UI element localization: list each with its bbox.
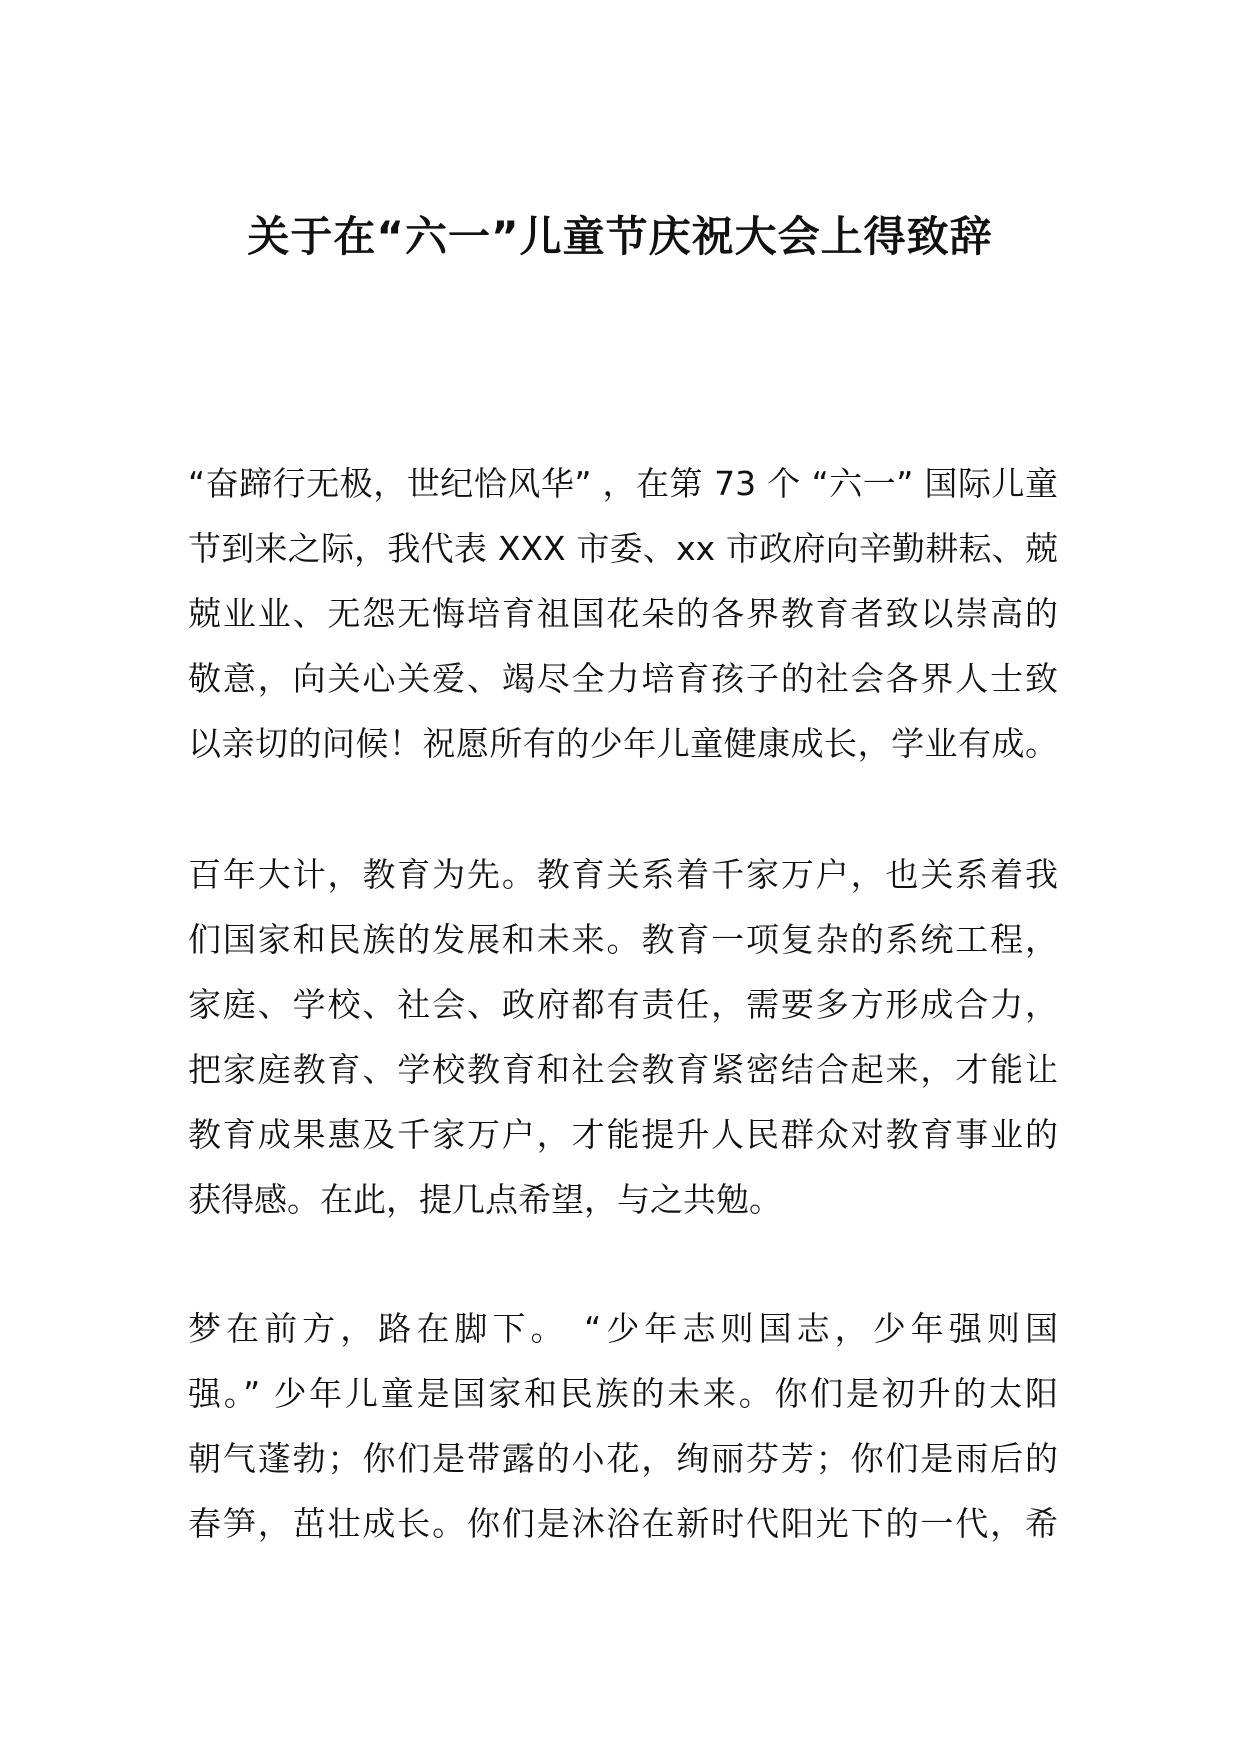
paragraph-line: 春笋，茁壮成长。你们是沐浴在新时代阳光下的一代，希 bbox=[188, 1504, 1058, 1543]
paragraph-line: 以亲切的问候！祝愿所有的少年儿童健康成长，学业有成。 bbox=[188, 724, 1058, 763]
paragraph-line: 教育成果惠及千家万户，才能提升人民群众对教育事业的 bbox=[188, 1115, 1058, 1154]
paragraph-line: 朝气蓬勃；你们是带露的小花，绚丽芬芳；你们是雨后的 bbox=[188, 1439, 1058, 1478]
paragraph-3 bbox=[188, 1296, 1058, 1556]
paragraph-1 bbox=[188, 451, 1058, 776]
paragraph-line: 获得感。在此，提几点希望，与之共勉。 bbox=[188, 1180, 782, 1219]
paragraph-line: 把家庭教育、学校教育和社会教育紧密结合起来，才能让 bbox=[188, 1050, 1058, 1089]
paragraph-line: 百年大计，教育为先。教育关系着千家万户，也关系着我 bbox=[188, 855, 1058, 894]
paragraph-line: “奋蹄行无极，世纪恰风华” ，在第 73 个 “六一” 国际儿童 bbox=[188, 464, 1058, 503]
paragraph-line: 节到来之际，我代表 XXX 市委、xx 市政府向辛勤耕耘、兢 bbox=[188, 529, 1058, 568]
paragraph-line: 家庭、学校、社会、政府都有责任，需要多方形成合力， bbox=[188, 985, 1058, 1024]
paragraph-line: 强。” 少年儿童是国家和民族的未来。你们是初升的太阳 bbox=[188, 1374, 1058, 1413]
paragraph-line: 们国家和民族的发展和未来。教育一项复杂的系统工程， bbox=[188, 920, 1058, 959]
paragraph-line: 敬意，向关心关爱、竭尽全力培育孩子的社会各界人士致 bbox=[188, 659, 1058, 698]
paragraph-line: 兢业业、无怨无悔培育祖国花朵的各界教育者致以崇高的 bbox=[188, 594, 1058, 633]
paragraph-2 bbox=[188, 842, 1058, 1232]
paragraph-line: 梦在前方，路在脚下。 “少年志则国志，少年强则国 bbox=[188, 1309, 1058, 1348]
document-title: 关于在“六一”儿童节庆祝大会上得致辞 bbox=[247, 212, 993, 261]
